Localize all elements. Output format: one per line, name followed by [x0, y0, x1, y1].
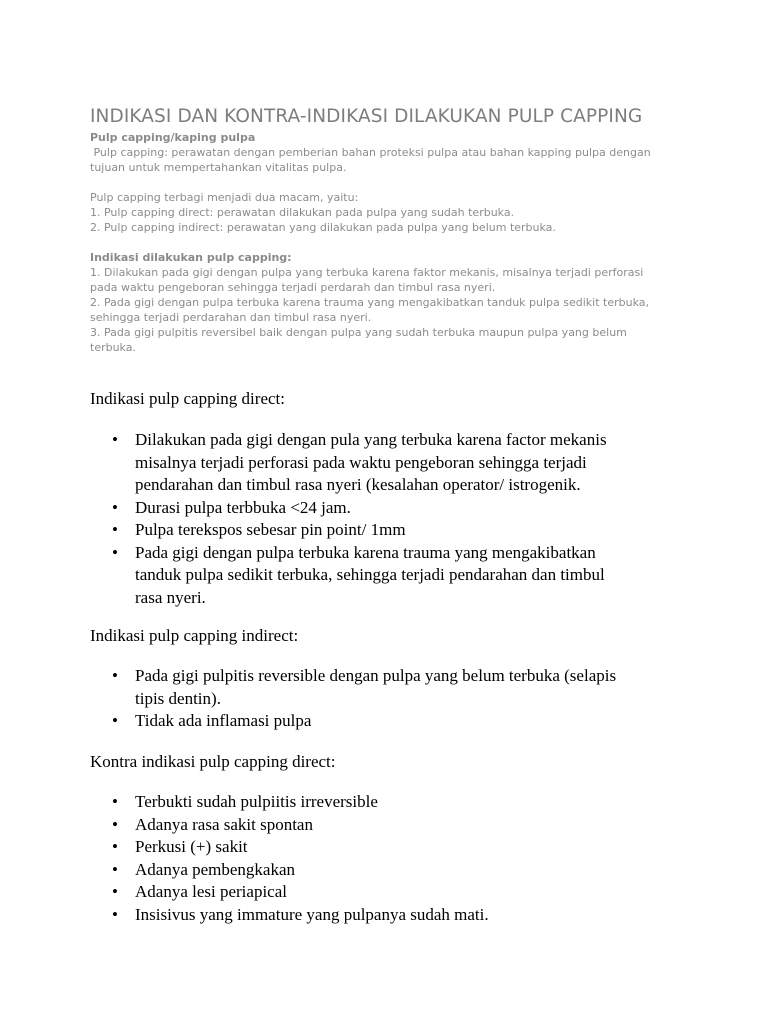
list-item-line: • Perkusi (+) sakit: [135, 837, 248, 856]
indirect-heading: Indikasi pulp capping indirect:: [90, 626, 299, 645]
list-item: [90, 429, 690, 497]
intro-heading: Pulp capping/kaping pulpa: [90, 131, 256, 144]
kontra-list-container: [90, 791, 690, 926]
blank-line: [90, 175, 710, 190]
list-item-line: • Adanya rasa sakit spontan: [135, 814, 313, 834]
indirect-list: [90, 665, 690, 733]
list-item-line: • Adanya lesi periapical: [135, 882, 287, 901]
list-item: [90, 859, 690, 882]
indikasi-gray-line: terbuka.: [90, 341, 136, 354]
indikasi-gray-section: [90, 250, 710, 355]
list-item-line: tipis dentin).: [135, 688, 221, 708]
list-item: [90, 710, 690, 733]
direct-list-container: [90, 429, 690, 609]
list-item: [90, 497, 690, 520]
direct-heading: Indikasi pulp capping direct:: [90, 389, 285, 408]
list-item-line: • Dilakukan pada gigi dengan pula yang terbuka karena factor mekanis: [135, 430, 607, 449]
list-item-line: • Pada gigi pulpitis reversible dengan pulpa yang belum terbuka (selapis: [135, 666, 617, 685]
indirect-section: [90, 625, 690, 648]
list-item: [90, 836, 690, 859]
types-intro: Pulp capping terbagi menjadi dua macam, yaitu:: [90, 191, 359, 204]
list-item-line: misalnya terjadi perforasi pada waktu pengeboran sehingga terjadi: [135, 452, 587, 472]
list-item-line: • Adanya pembengkakan: [135, 859, 296, 879]
list-item: [90, 542, 690, 610]
indikasi-gray-line: 2. Pada gigi dengan pulpa terbuka karena trauma yang mengakibatkan tanduk pulpa sedikit terbuka,: [90, 296, 650, 309]
list-item-line: pendarahan dan timbul rasa nyeri (kesalahan operator/ istrogenik.: [135, 475, 581, 494]
list-item-line: • Tidak ada inflamasi pulpa: [135, 711, 312, 730]
direct-list: [90, 429, 690, 609]
type-item: 1. Pulp capping direct: perawatan dilakukan pada pulpa yang sudah terbuka.: [90, 206, 515, 219]
indikasi-gray-line: 1. Dilakukan pada gigi dengan pulpa yang terbuka karena faktor mekanis, misalnya terjadi perforasi: [90, 266, 644, 279]
list-item-line: • Insisivus yang immature yang pulpanya sudah mati.: [135, 904, 489, 924]
type-item: 2. Pulp capping indirect: perawatan yang dilakukan pada pulpa yang belum terbuka.: [90, 221, 556, 234]
indirect-list-container: [90, 665, 690, 733]
list-item-line: • Durasi pulpa terbbuka <24 jam.: [135, 497, 351, 517]
direct-section: [90, 388, 690, 411]
list-item-line: tanduk pulpa sedikit terbuka, sehingga terjadi pendarahan dan timbul: [135, 565, 605, 584]
definition-line: Pulp capping: perawatan dengan pemberian bahan proteksi pulpa atau bahan kapping pulpa dengan: [90, 146, 651, 159]
definition-line: tujuan untuk mempertahankan vitalitas pulpa.: [90, 161, 347, 174]
kontra-section: [90, 751, 690, 774]
list-item-line: • Pulpa terekspos sebesar pin point/ 1mm: [135, 520, 406, 539]
list-item-line: • Terbukti sudah pulpiitis irreversible: [135, 792, 378, 811]
list-item: [90, 904, 690, 927]
list-item: [90, 881, 690, 904]
document-title: INDIKASI DAN KONTRA-INDIKASI DILAKUKAN PULP CAPPING: [90, 106, 643, 127]
list-item: [90, 791, 690, 814]
intro-section: [90, 130, 710, 235]
kontra-list: [90, 791, 690, 926]
list-item-line: rasa nyeri.: [135, 587, 206, 607]
indikasi-gray-heading: Indikasi dilakukan pulp capping:: [90, 251, 292, 264]
indikasi-gray-line: pada waktu pengeboran sehingga terjadi perdarah dan timbul rasa nyeri.: [90, 281, 496, 294]
list-item: [90, 814, 690, 837]
kontra-heading: Kontra indikasi pulp capping direct:: [90, 752, 336, 771]
indikasi-gray-line: sehingga terjadi perdarahan dan timbul rasa nyeri.: [90, 311, 372, 324]
indikasi-gray-line: 3. Pada gigi pulpitis reversibel baik dengan pulpa yang sudah terbuka maupun pulpa yang belum: [90, 326, 627, 339]
list-item-line: • Pada gigi dengan pulpa terbuka karena trauma yang mengakibatkan: [135, 542, 596, 562]
list-item: [90, 519, 690, 542]
list-item: [90, 665, 690, 710]
